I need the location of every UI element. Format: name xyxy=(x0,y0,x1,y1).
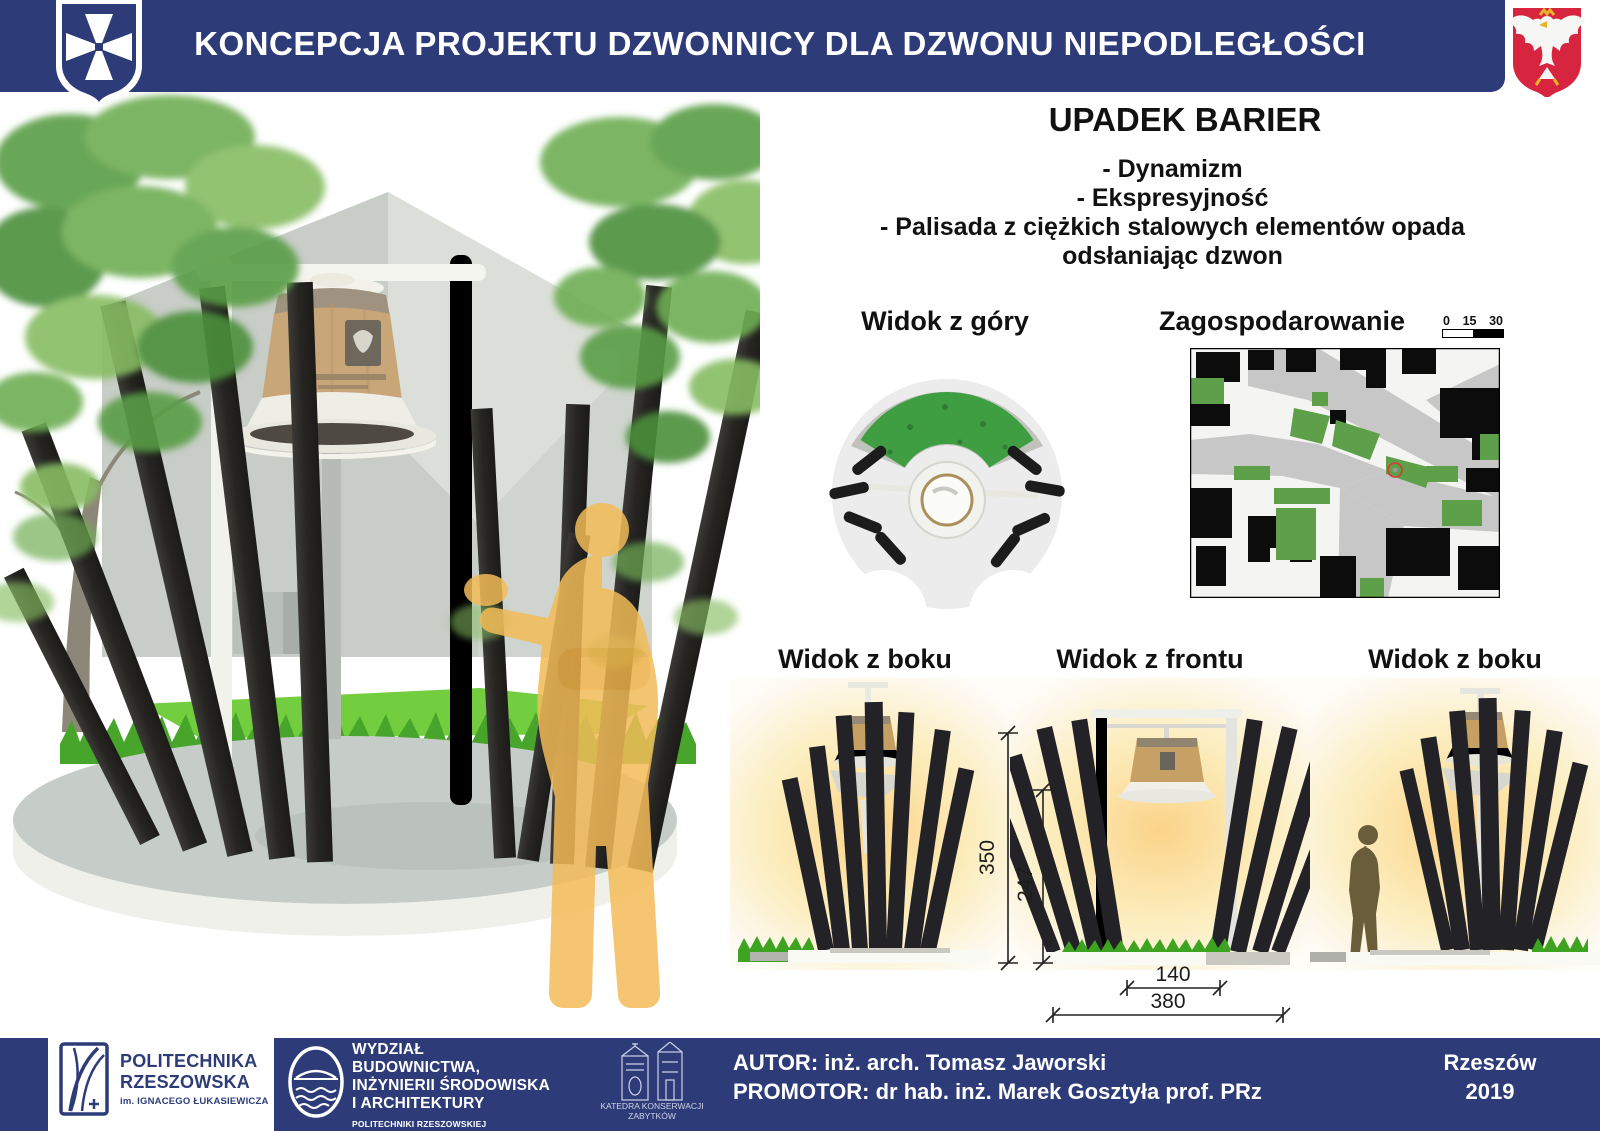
faculty-name xyxy=(352,1041,550,1131)
dim-frame-height: 247 xyxy=(1014,866,1037,902)
university-name-1: POLITECHNIKA xyxy=(120,1050,258,1071)
politechnika-rzeszowska-logo-icon xyxy=(58,1041,110,1117)
main-render-bell-tower xyxy=(0,92,760,1030)
concept-title: UPADEK BARIER xyxy=(1048,101,1322,138)
top-view-render xyxy=(815,342,1080,637)
university-subtitle: im. IGNACEGO ŁUKASIEWICZA xyxy=(120,1095,269,1107)
scale-tick-0: 0 xyxy=(1443,314,1450,328)
bullet-dynamizm: - Dynamizm xyxy=(1102,155,1243,183)
human-silhouette xyxy=(1349,825,1380,960)
poles-side-left xyxy=(782,702,974,952)
dim-inner-width: 140 xyxy=(1155,963,1191,986)
faculty-subtitle: POLITECHNIKI RZESZOWSKIEJ xyxy=(352,1119,487,1129)
university-name-2: RZESZOWSKA xyxy=(120,1071,250,1092)
dim-total-width: 380 xyxy=(1150,990,1186,1013)
side-elevation-left xyxy=(730,678,1010,970)
rzeszow-coat-of-arms-icon xyxy=(50,0,148,106)
bullet-ekspresyjnosc: - Ekspresyjność xyxy=(1076,184,1269,212)
city: Rzeszów xyxy=(1443,1050,1537,1075)
author-credit: AUTOR: inż. arch. Tomasz Jaworski xyxy=(733,1050,1107,1075)
promoter-credit: PROMOTOR: dr hab. inż. Marek Gosztyła prof. PRz xyxy=(733,1079,1262,1104)
faculty-line-4: I ARCHITEKTURY xyxy=(352,1095,485,1112)
faculty-line-2: BUDOWNICTWA, xyxy=(352,1059,481,1076)
front-elevation xyxy=(1010,678,1310,970)
label-side-view-left: Widok z boku xyxy=(778,644,952,674)
map-scale-bar xyxy=(1442,314,1504,338)
poles-side-right xyxy=(1400,698,1589,952)
page-title: KONCEPCJA PROJEKTU DZWONNICY DLA DZWONU NIEPODLEGŁOŚCI xyxy=(194,25,1366,62)
bullet-palisada-cont: odsłaniając dzwon xyxy=(1062,242,1283,270)
poland-eagle-emblem-icon xyxy=(1506,3,1588,97)
scale-tick-30: 30 xyxy=(1489,314,1503,328)
scale-tick-15: 15 xyxy=(1462,314,1477,328)
university-logo-panel xyxy=(48,1026,274,1131)
site-plan-map xyxy=(1190,348,1500,598)
credits xyxy=(733,1048,1262,1106)
faculty-logo-icon xyxy=(286,1044,346,1122)
faculty-line-3: INŻYNIERII ŚRODOWISKA xyxy=(352,1077,550,1094)
bullet-palisada: - Palisada z ciężkich stalowych elementów opada xyxy=(880,213,1465,241)
department-line-1: KATEDRA KONSERWACJI xyxy=(600,1101,704,1111)
year: 2019 xyxy=(1465,1079,1515,1104)
dim-total-height: 350 xyxy=(976,839,999,875)
faculty-line-1: WYDZIAŁ xyxy=(352,1041,424,1058)
department-line-2: ZABYTKÓW xyxy=(628,1111,676,1121)
department-name xyxy=(592,1101,712,1121)
label-side-view-right: Widok z boku xyxy=(1368,644,1542,674)
bell-small-front xyxy=(1118,724,1216,803)
place-and-year xyxy=(1420,1048,1560,1106)
heritage-conservation-dept-logo-icon xyxy=(614,1042,692,1102)
label-site-plan: Zagospodarowanie xyxy=(1158,306,1406,336)
label-front-view: Widok z frontu xyxy=(1056,644,1244,674)
concept-bullets xyxy=(775,155,1570,271)
side-elevation-right xyxy=(1310,678,1600,970)
label-top-view: Widok z góry xyxy=(861,306,1029,336)
